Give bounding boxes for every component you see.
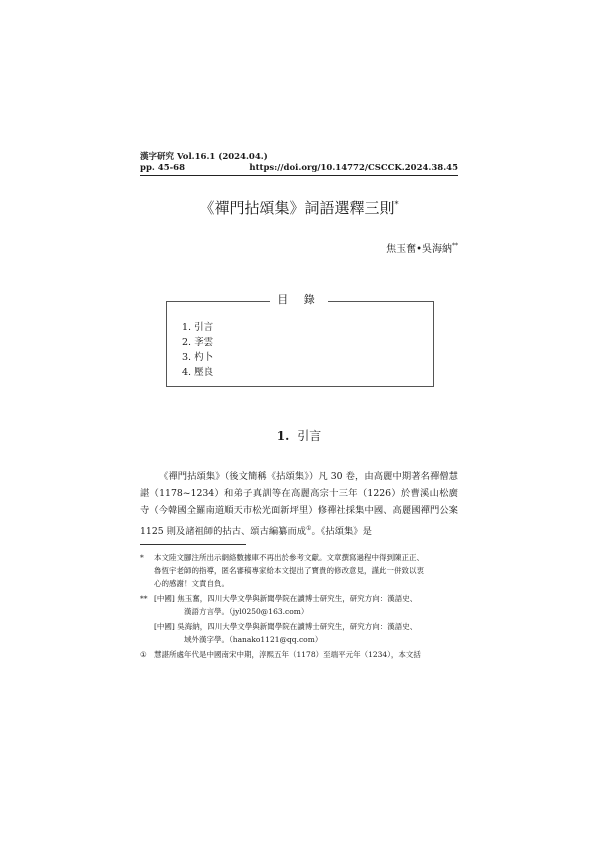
doi-link[interactable]: https://doi.org/10.14772/CSCCK.2024.38.45	[249, 163, 458, 173]
authors	[140, 240, 458, 255]
section-number: 1.	[276, 429, 290, 443]
footnote-acknowledgement	[140, 551, 458, 590]
footnote-line: 心的感謝！文責自負。	[154, 579, 229, 588]
author-names: 焦玉奮•吳海納	[386, 244, 452, 255]
footnotes	[140, 551, 458, 663]
footnote-mark: ①	[140, 650, 147, 659]
footnote-mark: *	[140, 553, 144, 562]
article-title	[140, 197, 458, 218]
footnote-line: 本文陸文腳注所出示網絡數據庫不再出於參考文獻。文章撰寫過程中得到陳正正、	[154, 553, 424, 562]
footnote-line: 域外漢字學。（hanako1121@qq.com）	[184, 635, 323, 644]
body-line: 禪僧慧諶（1178~1234）和弟子真訓等在高麗高宗十三年（1226）於曹溪	[140, 471, 458, 500]
toc-item[interactable]: 2. 斈雲	[182, 337, 214, 348]
toc-item[interactable]: 1. 引言	[182, 322, 214, 333]
author-footnote-mark[interactable]: **	[452, 242, 458, 250]
toc-list	[182, 320, 213, 380]
pages-doi-line	[140, 163, 458, 174]
footnote-line: 魯恆宇老師的指導，匿名審稿專家給本文提出了寶貴的修改意見，謹此一併致以衷	[154, 566, 424, 575]
footnote-line: 慧諶所處年代是中國南宋中期，淳熙五年（1178）至端平元年（1234），本文括	[154, 650, 421, 659]
section-label: 引言	[297, 429, 322, 443]
page-range: pp. 45-68	[140, 163, 185, 173]
body-footnote-mark[interactable]: ①	[306, 524, 312, 532]
footnote-mark: **	[140, 594, 148, 603]
body-text	[140, 468, 458, 540]
footnote-one	[140, 648, 458, 661]
body-line: 山松廣寺（今韓國全羅南道順天市松光面新坪里）修禪社採集中國、高	[140, 488, 458, 517]
header-rule	[140, 175, 458, 176]
footnote-line: 漢語方言學。（jyl0250@163.com）	[184, 607, 309, 616]
toc-title: 目 錄	[270, 291, 328, 307]
body-line: 麗國禪門公案 1125 則及諸祖師的拈古、頌古編纂而成	[140, 505, 458, 537]
paragraph	[140, 468, 458, 540]
footnote-authors	[140, 592, 458, 646]
footnote-rule	[140, 544, 246, 545]
footnote-line: [中國] 吳海納，四川大學文學與新聞學院在讀博士研究生，研究方向：漢語史、	[154, 622, 418, 631]
toc-item[interactable]: 3. 杓卜	[182, 352, 214, 363]
toc-item[interactable]: 4. 壓良	[182, 367, 214, 378]
title-footnote-mark[interactable]: *	[394, 200, 399, 209]
article-title-text: 《禪門拈頌集》詞語選釋三則	[199, 199, 395, 217]
body-line: 。《拈頌集》是	[311, 525, 372, 537]
section-heading	[140, 427, 458, 444]
footnote-line: [中國] 焦玉奮，四川大學文學與新聞學院在讀博士研究生，研究方向：漢語史、	[154, 594, 418, 603]
body-line: 《禪門拈頌集》（後文簡稱《拈頌集》）凡 30 卷，由高麗中期著名	[159, 471, 430, 482]
journal-header: 漢字研究 Vol.16.1 (2024.04.)	[140, 152, 268, 162]
